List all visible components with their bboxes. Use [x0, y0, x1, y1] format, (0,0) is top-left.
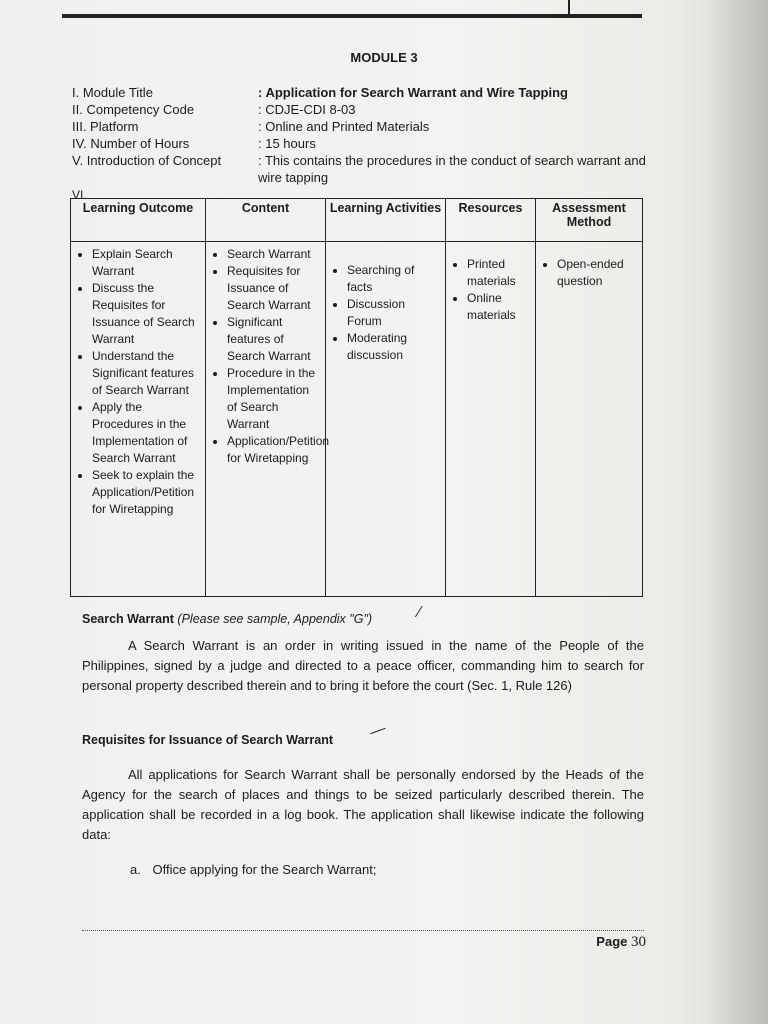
header-rule-tick [568, 0, 570, 16]
cell-resources [446, 242, 536, 597]
list-item-label: a. [130, 862, 141, 877]
meta-row [72, 84, 652, 101]
list-item: • Understand the Significant features of Search Warrant [92, 348, 202, 399]
cell-content [206, 242, 330, 597]
list-item: • Searching of facts [347, 262, 442, 296]
list-item: • Discussion Forum [347, 296, 442, 330]
list-item: • Moderating discussion [347, 330, 442, 364]
list-item: • Explain Search Warrant [92, 246, 202, 280]
cell-learning-activities [326, 242, 446, 597]
handwritten-check-mark-icon: ∕ [418, 604, 421, 621]
search-warrant-paragraph: A Search Warrant is an order in writing issued in the name of the People of the Philippines, signed by a judge and directed to a peace officer, commanding him to search for personal property described therein and to bring it before the court (Sec. 1, Rule 126) [82, 638, 644, 693]
list-item: • Requisites for Issuance of Search Warrant [227, 263, 322, 314]
list-item: • Discuss the Requisites for Issuance of Search Warrant [92, 280, 202, 348]
page-number [560, 934, 646, 951]
meta-row [72, 152, 652, 186]
page-number-value: 30 [631, 934, 646, 950]
requisites-list-item [130, 862, 376, 877]
list-item: • Search Warrant [227, 246, 322, 263]
cell-learning-outcome [71, 242, 206, 597]
meta-label: IV. Number of Hours [72, 136, 190, 151]
list-item: • Printed materials [467, 256, 532, 290]
requisites-heading: Requisites for Issuance of Search Warrant [82, 733, 334, 747]
meta-value: : Online and Printed Materials [258, 119, 430, 134]
meta-label: V. Introduction of Concept [72, 153, 222, 168]
header-learning-activities: Learning Activities [326, 199, 446, 242]
list-item: • Apply the Procedures in the Implementation of Search Warrant [92, 399, 202, 467]
meta-value: : CDJE-CDI 8-03 [258, 102, 356, 117]
list-item-text: Office applying for the Search Warrant; [152, 862, 377, 877]
list-item: • Significant features of Search Warrant [227, 314, 322, 365]
handwritten-check-mark-icon: ― [367, 719, 389, 742]
header-resources: Resources [446, 199, 536, 242]
footer-rule [82, 930, 644, 931]
meta-row [72, 135, 652, 152]
meta-value: : Application for Search Warrant and Wire Tapping [258, 85, 568, 100]
search-warrant-title: Search Warrant [82, 612, 174, 626]
meta-row [72, 118, 652, 135]
meta-row [72, 101, 652, 118]
list-item: • Procedure in the Implementation of Search Warrant [227, 365, 322, 433]
list-item: • Seek to explain the Application/Petition for Wiretapping [92, 467, 202, 518]
header-assessment-method: Assessment Method [536, 199, 643, 242]
meta-label: I. Module Title [72, 85, 153, 100]
requisites-paragraph: All applications for Search Warrant shall be personally endorsed by the Heads of the Agency for the search of places and things to be seized particularly described therein. The application shall be recorded in a log book. The application shall likewise indicate the following data: [82, 767, 644, 842]
module-meta [72, 84, 652, 186]
header-learning-outcome: Learning Outcome [71, 199, 206, 242]
module-heading: MODULE 3 [350, 50, 418, 65]
list-item: • Application/Petition for Wiretapping [227, 433, 322, 467]
meta-label: III. Platform [72, 119, 139, 134]
table-header-row [71, 199, 643, 242]
meta-value: : 15 hours [258, 136, 316, 151]
list-item: • Open-ended question [557, 256, 639, 290]
list-item: • Online materials [467, 290, 532, 324]
meta-label: II. Competency Code [72, 102, 195, 117]
meta-value: : This contains the procedures in the conduct of search warrant and wire tapping [258, 153, 646, 185]
learning-outcome-table [70, 198, 643, 597]
page-label: Page [596, 934, 628, 949]
cell-assessment-method [536, 242, 643, 597]
table-row [71, 242, 643, 597]
search-warrant-heading [82, 612, 372, 626]
section-vi-label: VI. [72, 188, 87, 202]
page-edge-shadow [708, 0, 768, 1024]
header-rule [62, 14, 642, 18]
header-content: Content [206, 199, 326, 242]
search-warrant-note: (Please see sample, Appendix "G") [177, 612, 373, 626]
